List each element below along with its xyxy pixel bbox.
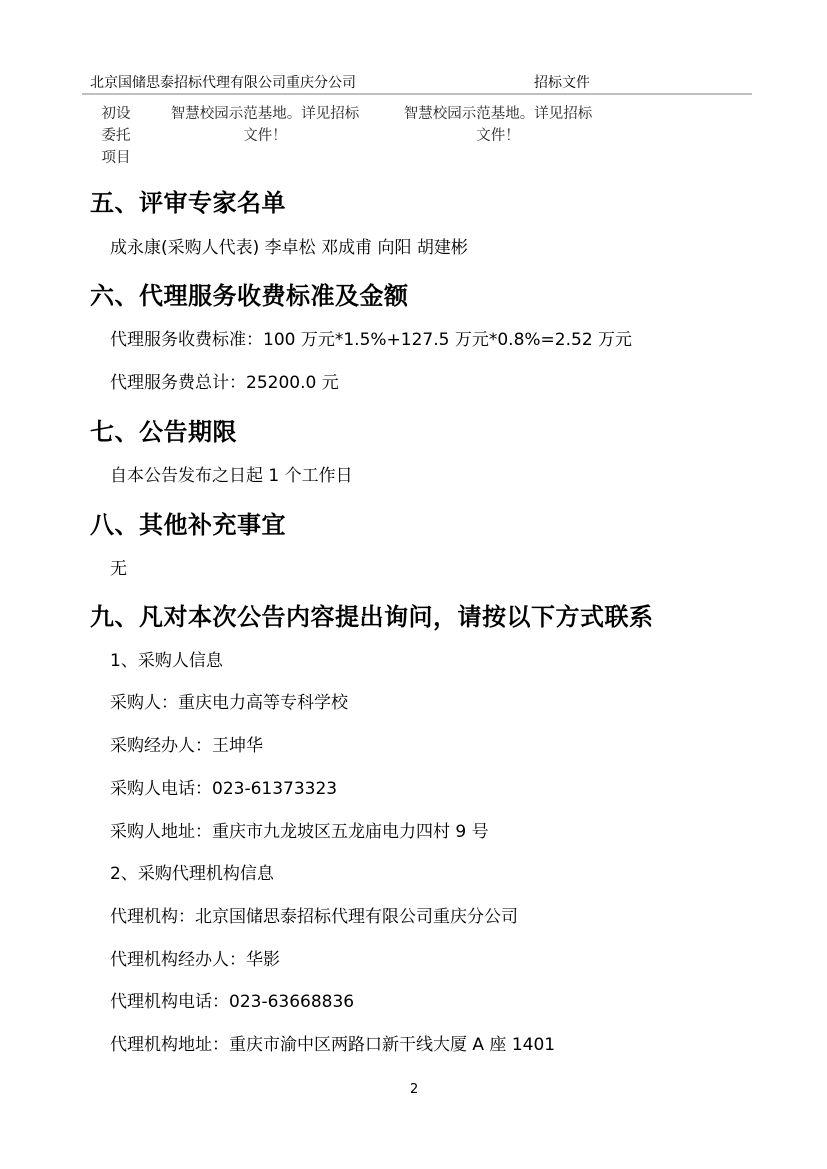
fee-standard: 代理服务收费标准：100 万元*1.5%+127.5 万元*0.8%=2.52 万元 — [110, 330, 633, 350]
agency-name: 代理机构：北京国储思泰招标代理有限公司重庆分公司 — [110, 907, 518, 927]
table-cell-line: 文件！ — [476, 128, 520, 144]
section-8-heading: 八、其他补充事宜 — [90, 511, 286, 539]
table-cell-line: 智慧校园示范基地。详见招标 — [170, 106, 360, 122]
table-cell-line: 智慧校园示范基地。详见招标 — [403, 106, 593, 122]
agency-phone: 代理机构电话：023-63668836 — [110, 992, 355, 1012]
header-divider — [82, 93, 752, 95]
expert-list: 成永康(采购人代表) 李卓松 邓成甫 向阳 胡建彬 — [110, 238, 468, 258]
purchaser-name: 采购人：重庆电力高等专科学校 — [110, 693, 348, 713]
section-9-heading: 九、凡对本次公告内容提出询问，请按以下方式联系 — [90, 603, 654, 631]
page-number: 2 — [410, 1082, 419, 1097]
table-cell-line: 文件！ — [243, 128, 287, 144]
table-cell-line: 初设 — [101, 106, 131, 122]
header-doc-type: 招标文件 — [534, 75, 590, 91]
section-7-heading: 七、公告期限 — [90, 418, 237, 446]
table-cell-col3 — [383, 103, 613, 147]
notice-period: 自本公告发布之日起 1 个工作日 — [110, 466, 353, 486]
agency-address: 代理机构地址：重庆市渝中区两路口新干线大厦 A 座 1401 — [110, 1035, 556, 1055]
section-6-heading: 六、代理服务收费标准及金额 — [90, 282, 409, 310]
supplementary-matters: 无 — [110, 559, 127, 579]
table-cell-line: 项目 — [101, 150, 131, 166]
purchaser-address: 采购人地址：重庆市九龙坡区五龙庙电力四村 9 号 — [110, 822, 489, 842]
table-cell-col2 — [150, 103, 380, 147]
contact-subheading-purchaser: 1、采购人信息 — [110, 651, 223, 671]
purchaser-phone: 采购人电话：023-61373323 — [110, 779, 338, 799]
header-company: 北京国储思泰招标代理有限公司重庆分公司 — [90, 75, 356, 91]
contact-subheading-agency: 2、采购代理机构信息 — [110, 864, 274, 884]
agency-handler: 代理机构经办人：华影 — [110, 950, 280, 970]
purchaser-handler: 采购经办人：王坤华 — [110, 736, 263, 756]
table-cell-line: 委托 — [101, 128, 131, 144]
section-5-heading: 五、评审专家名单 — [90, 189, 286, 217]
table-cell-col1 — [96, 103, 136, 169]
fee-total: 代理服务费总计：25200.0 元 — [110, 373, 339, 393]
